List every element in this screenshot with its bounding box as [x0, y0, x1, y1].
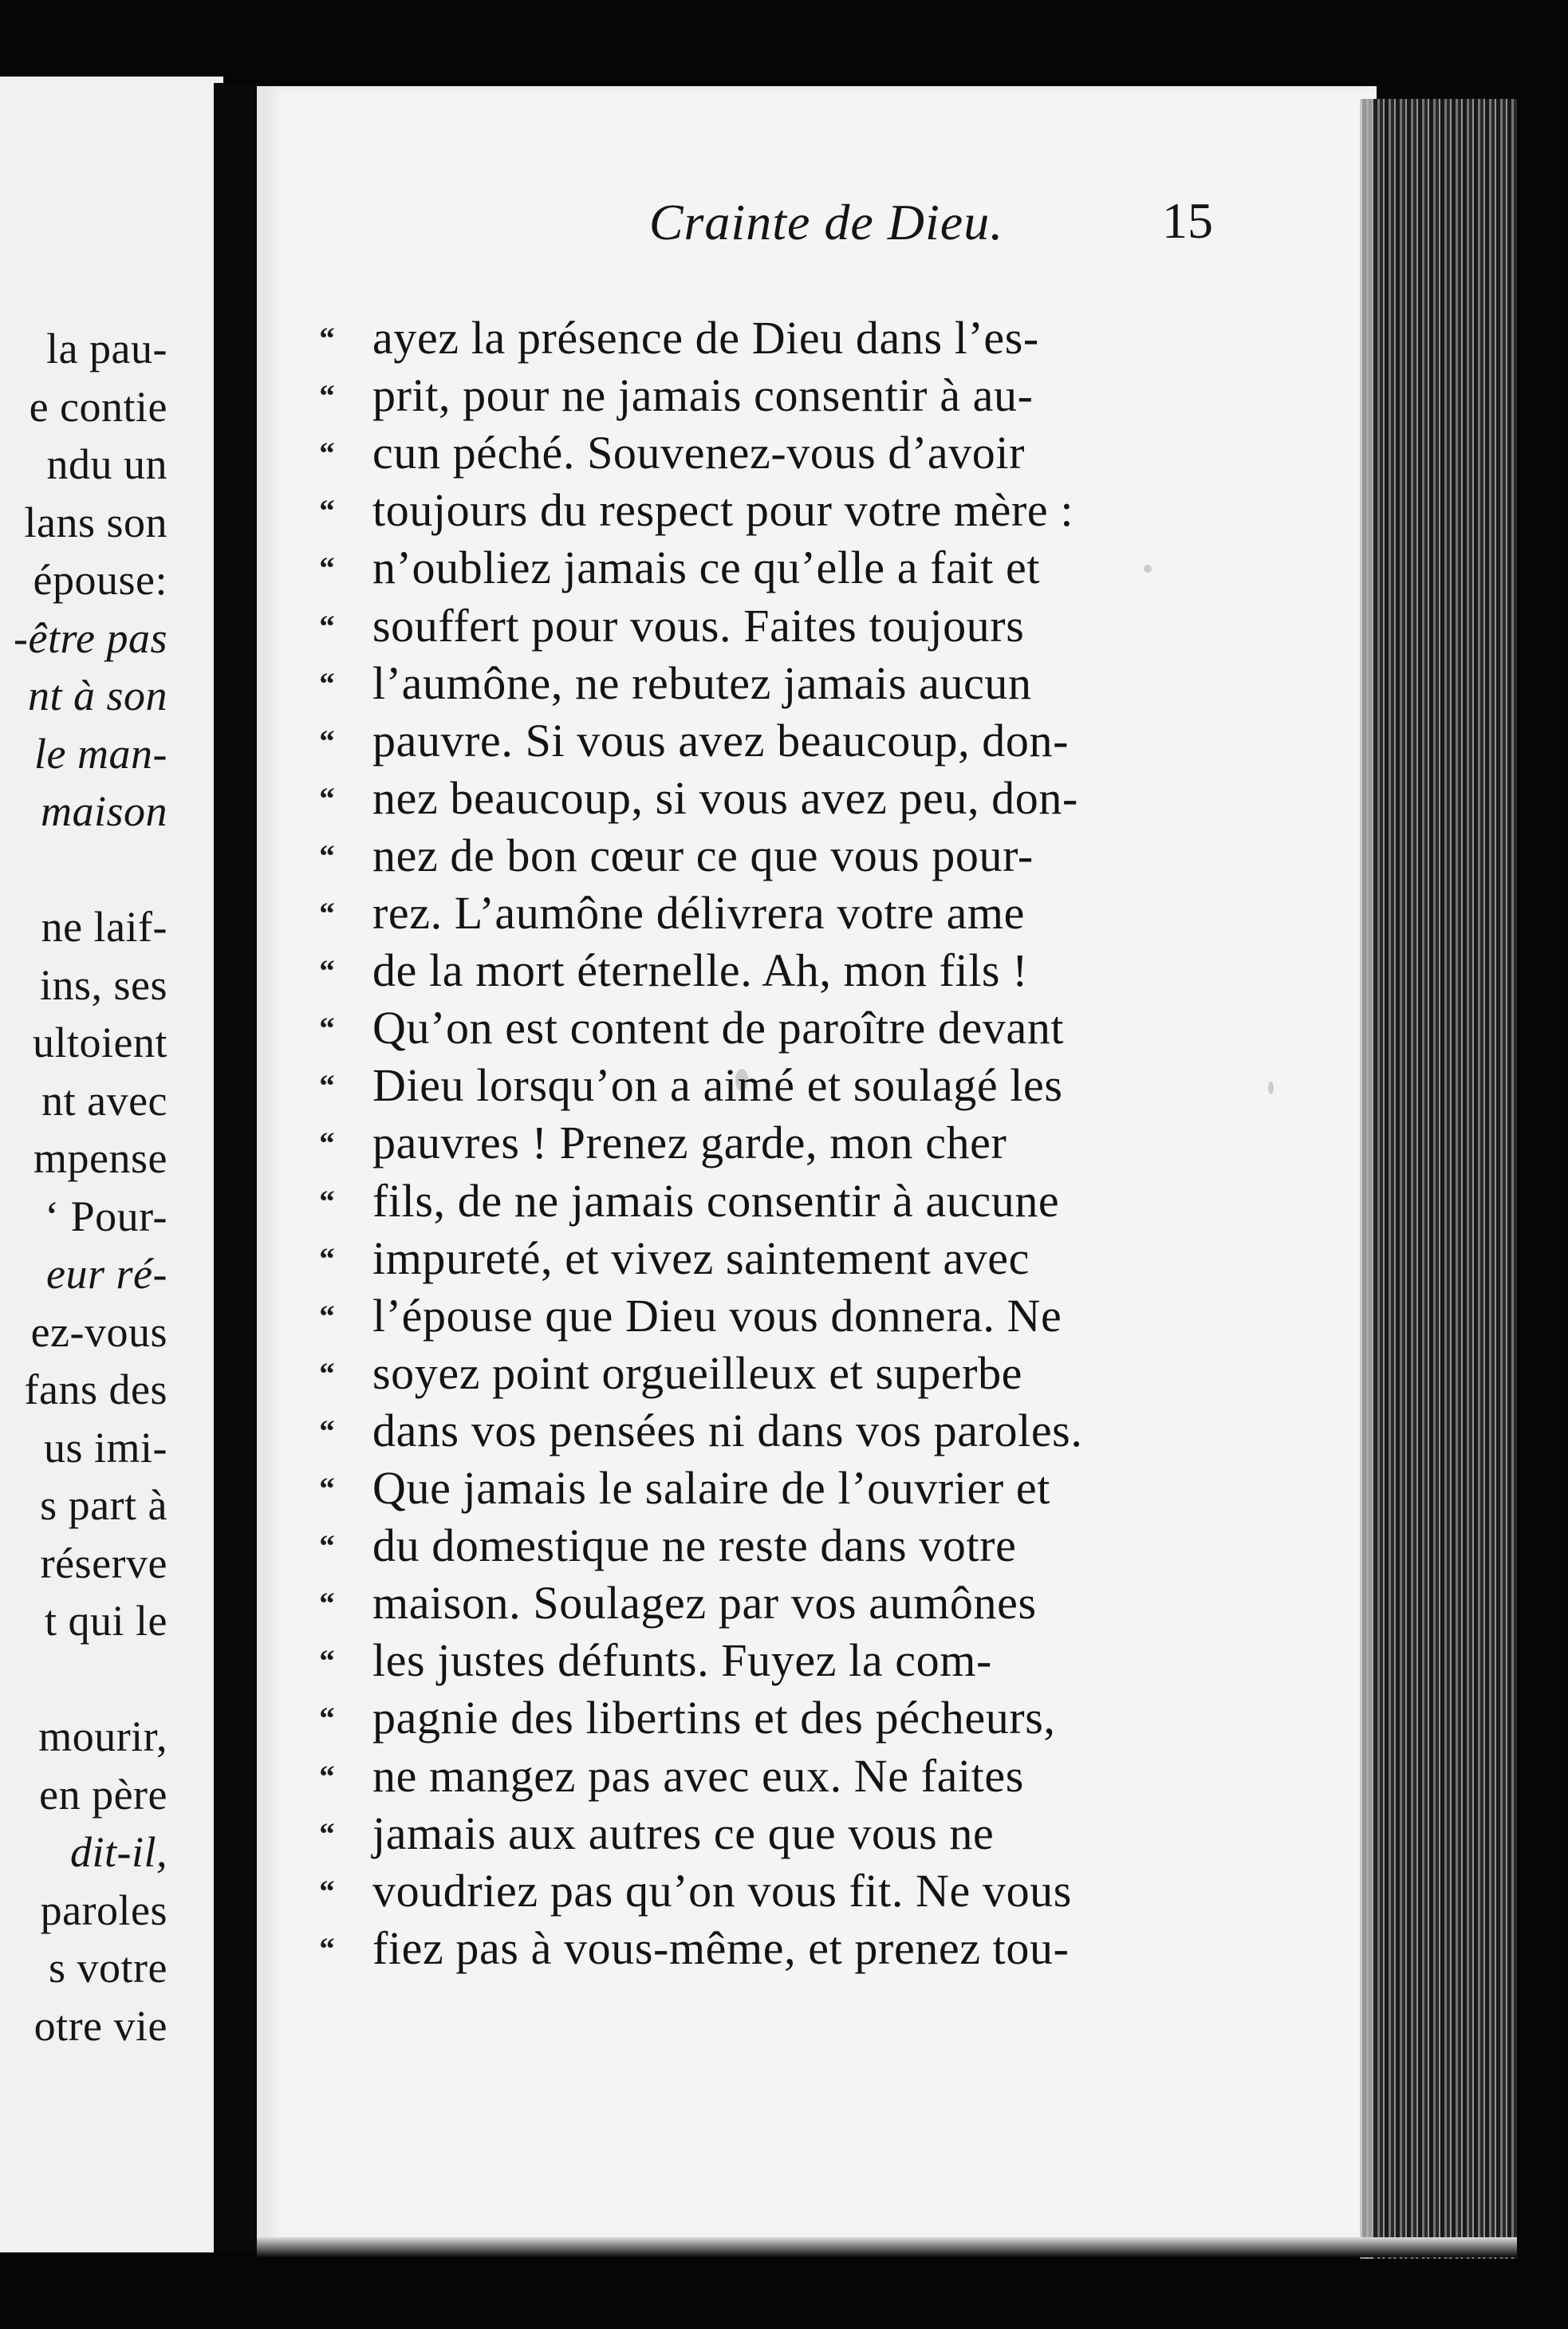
- quote-mark: “: [319, 1586, 335, 1622]
- left-page-line: ins, ses: [39, 960, 167, 1009]
- quote-mark: “: [319, 1184, 335, 1219]
- quote-mark: “: [319, 1644, 335, 1679]
- left-page-line: ‘ Pour-: [45, 1192, 167, 1240]
- left-page-line: fans des: [24, 1365, 167, 1413]
- book-fore-edge: [1362, 99, 1517, 2259]
- left-page-line: ultoient: [33, 1019, 167, 1066]
- left-page-line: s votre: [49, 1944, 167, 1992]
- quote-mark: “: [319, 1874, 335, 1909]
- quote-mark: “: [319, 609, 335, 644]
- main-text-line: voudriez pas qu’on vous fit. Ne vous: [372, 1864, 1072, 1917]
- quote-mark: “: [319, 1472, 335, 1506]
- main-text-line: pauvre. Si vous avez beaucoup, don-: [372, 714, 1070, 766]
- left-page-line: paroles: [40, 1886, 167, 1934]
- left-page-line: en père: [39, 1770, 167, 1819]
- quote-mark: “: [319, 1241, 335, 1276]
- left-page-line: la pau-: [46, 325, 167, 372]
- main-text-line: fils, de ne jamais consentir à aucune: [372, 1174, 1060, 1227]
- page-edge-highlight: [1360, 99, 1373, 2259]
- quote-mark: “: [319, 838, 335, 873]
- left-page-line: dit-il,: [70, 1828, 167, 1876]
- left-page-line: mourir,: [38, 1712, 167, 1760]
- quote-mark: “: [319, 666, 335, 701]
- main-text-line: fiez pas à vous-même, et prenez tou-: [372, 1921, 1070, 1974]
- left-page-line: otre vie: [33, 2001, 167, 2050]
- quote-mark: “: [319, 1759, 335, 1794]
- quote-mark: “: [319, 1816, 335, 1851]
- left-page-line: maison: [40, 787, 167, 835]
- quote-mark: “: [319, 321, 335, 356]
- main-text-line: dans vos pensées ni dans vos paroles.: [372, 1404, 1083, 1456]
- main-text-line: de la mort éternelle. Ah, mon fils !: [372, 944, 1029, 997]
- left-page-line: us imi-: [43, 1423, 167, 1472]
- main-text-line: les justes défunts. Fuyez la com-: [372, 1634, 992, 1687]
- left-page-line: e contie: [29, 382, 167, 431]
- left-page-line: épouse:: [33, 556, 167, 604]
- left-page-line: ne laif-: [41, 903, 167, 951]
- quote-mark: “: [319, 494, 335, 529]
- main-text-line: Dieu lorsqu’on a aimé et soulagé les: [372, 1059, 1063, 1112]
- left-page-line: nt à son: [27, 672, 167, 719]
- quote-mark: “: [319, 954, 335, 989]
- quote-mark: “: [319, 379, 335, 414]
- left-page-line: mpense: [33, 1134, 167, 1182]
- main-text-line: jamais aux autres ce que vous ne: [372, 1807, 995, 1859]
- page-number: 15: [1162, 192, 1213, 249]
- main-text-line: prit, pour ne jamais consentir à au-: [372, 369, 1034, 422]
- left-page-line: réserve: [40, 1539, 167, 1587]
- bottom-shadow: [257, 2237, 1517, 2257]
- main-text-line: rez. L’aumône délivrera votre ame: [372, 887, 1025, 939]
- quote-mark: “: [319, 1298, 335, 1334]
- main-text-line: soyez point orgueilleux et superbe: [372, 1346, 1023, 1399]
- ink-smudge: [1144, 565, 1152, 573]
- running-head: Crainte de Dieu.: [648, 194, 1004, 250]
- quote-mark: “: [319, 1356, 335, 1391]
- main-text-line: l’épouse que Dieu vous donnera. Ne: [372, 1289, 1062, 1342]
- main-text-line: pauvres ! Prenez garde, mon cher: [372, 1117, 1007, 1169]
- main-text-line: nez de bon cœur ce que vous pour-: [372, 829, 1034, 881]
- left-page-line: eur ré-: [46, 1250, 167, 1298]
- main-text-line: ayez la présence de Dieu dans l’es-: [372, 312, 1039, 364]
- main-text-line: impureté, et vivez saintement avec: [372, 1231, 1030, 1284]
- quote-mark: “: [319, 781, 335, 816]
- main-text-line: nez beaucoup, si vous avez peu, don-: [372, 771, 1078, 824]
- ink-smudge: [735, 1069, 748, 1091]
- main-text-line: cun péché. Souvenez-vous d’avoir: [372, 427, 1026, 479]
- quote-mark: “: [319, 1413, 335, 1448]
- quote-mark: “: [319, 1529, 335, 1564]
- main-text-line: l’aumône, ne rebutez jamais aucun: [372, 656, 1032, 709]
- quote-mark: “: [319, 723, 335, 759]
- main-text-line: du domestique ne reste dans votre: [372, 1519, 1017, 1572]
- left-page: [0, 77, 223, 2252]
- left-page-line: nt avec: [41, 1076, 167, 1125]
- quote-mark: “: [319, 1701, 335, 1736]
- main-text-line: n’oubliez jamais ce qu’elle a fait et: [372, 542, 1041, 594]
- quote-mark: “: [319, 1011, 335, 1046]
- main-text-line: pagnie des libertins et des pécheurs,: [372, 1692, 1056, 1744]
- main-text-line: toujours du respect pour votre mère :: [372, 484, 1074, 537]
- left-page-line: -être pas: [14, 613, 167, 662]
- quote-mark: “: [319, 1931, 335, 1966]
- main-text-line: maison. Soulagez par vos aumônes: [372, 1577, 1037, 1630]
- main-text-line: Que jamais le salaire de l’ouvrier et: [372, 1462, 1050, 1514]
- left-page-line: t qui le: [45, 1597, 167, 1645]
- left-page-line: lans son: [24, 498, 167, 546]
- quote-mark: “: [319, 551, 335, 586]
- left-page-line: ndu un: [46, 440, 167, 488]
- ink-smudge: [1268, 1082, 1274, 1094]
- quote-mark: “: [319, 1069, 335, 1104]
- quote-mark: “: [319, 897, 335, 931]
- right-page: [257, 86, 1377, 2257]
- main-text-line: ne mangez pas avec eux. Ne faites: [372, 1749, 1024, 1802]
- left-page-line: s part à: [40, 1481, 167, 1529]
- left-page-line: le man-: [34, 729, 167, 778]
- main-text-line: Qu’on est content de paroître devant: [372, 1002, 1065, 1054]
- main-text-line: souffert pour vous. Faites toujours: [372, 599, 1025, 652]
- quote-mark: “: [319, 436, 335, 471]
- left-page-line: ez-vous: [30, 1307, 167, 1356]
- quote-mark: “: [319, 1126, 335, 1161]
- gutter-shadow: [214, 83, 263, 2252]
